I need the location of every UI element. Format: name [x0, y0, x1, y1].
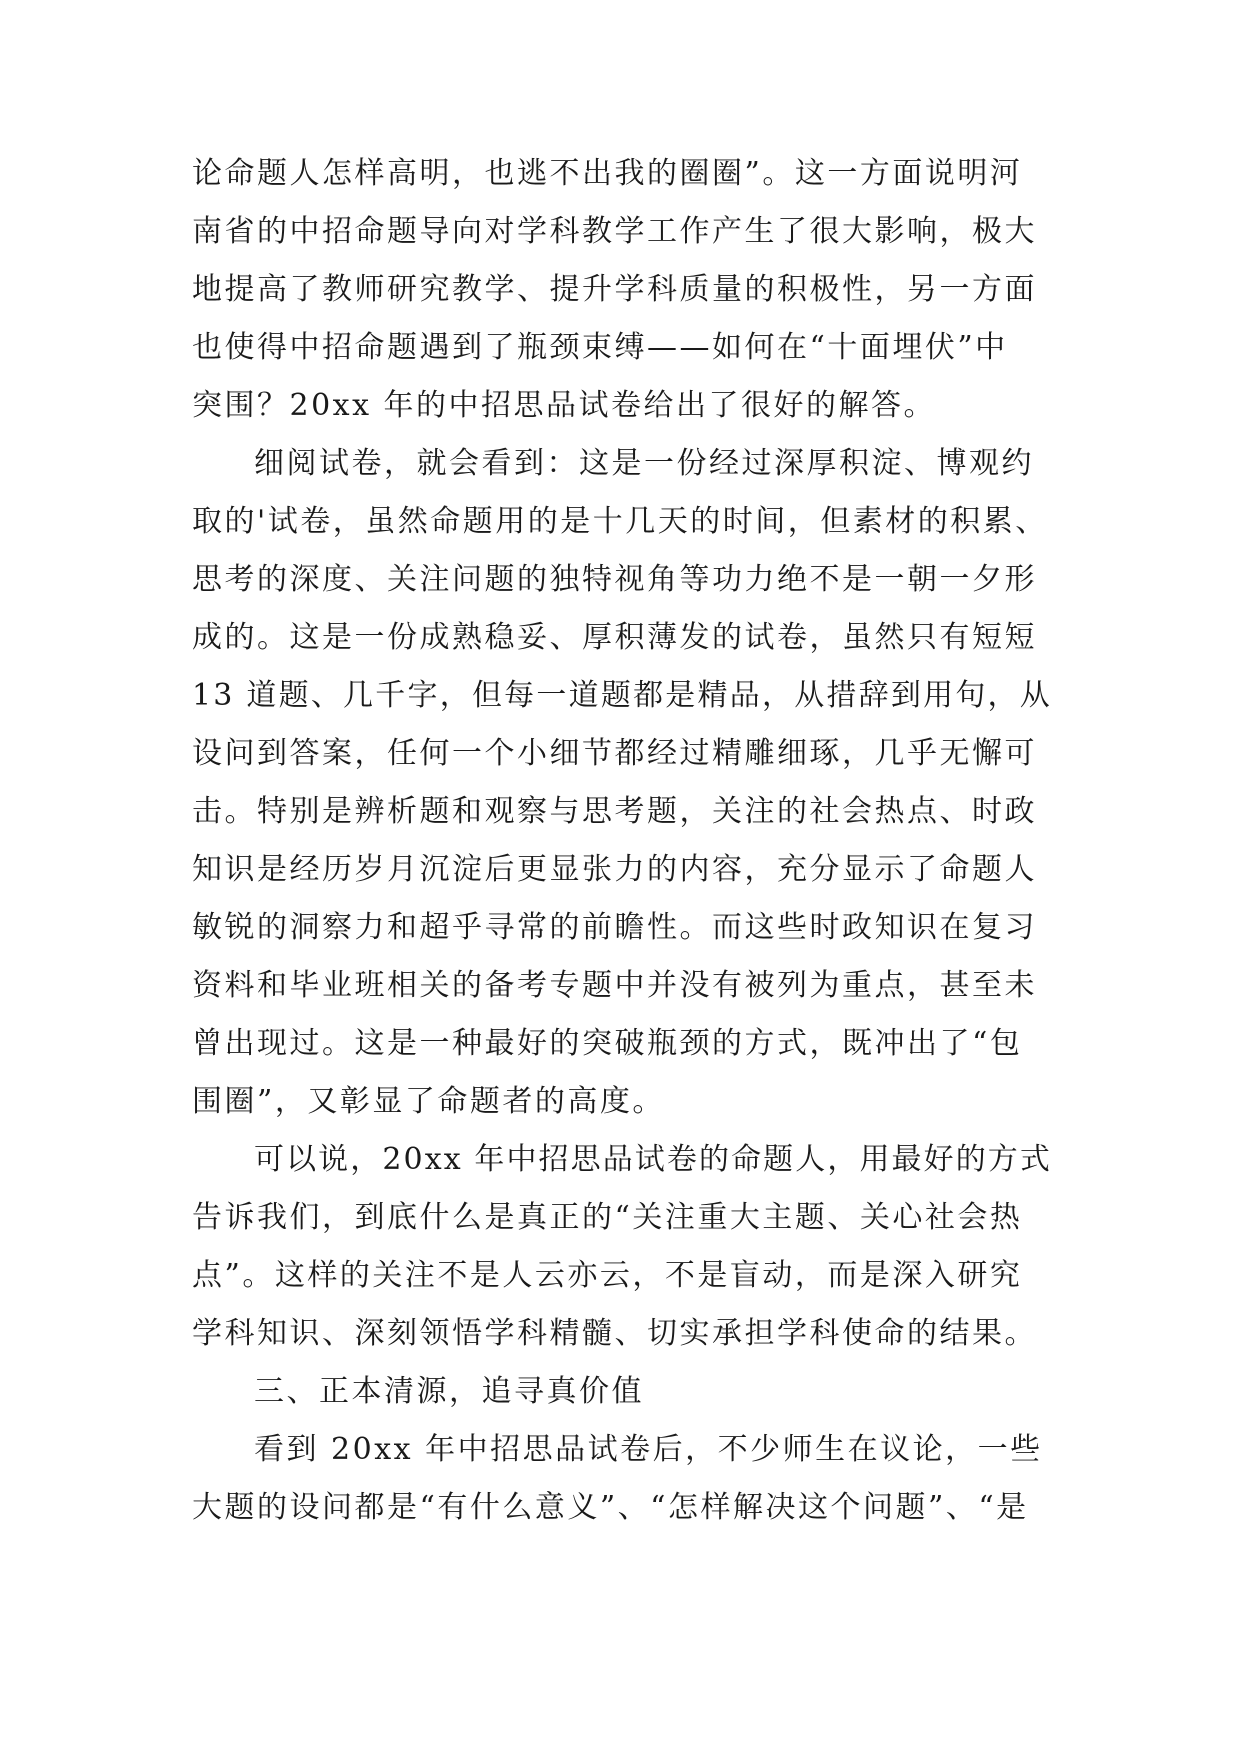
body-text — [192, 145, 1052, 1537]
text-line: 突围？20xx 年的中招思品试卷给出了很好的解答。 — [192, 388, 937, 423]
text-line: 点”。这样的关注不是人云亦云，不是盲动，而是深入研究 — [192, 1258, 1023, 1293]
text-line: 南省的中招命题导向对学科教学工作产生了很大影响，极大 — [192, 214, 1037, 249]
text-line: 告诉我们，到底什么是真正的“关注重大主题、关心社会热 — [192, 1200, 1023, 1235]
text-line: 大题的设问都是“有什么意义”、“怎样解决这个问题”、“是 — [192, 1490, 1029, 1525]
text-line: 成的。这是一份成熟稳妥、厚积薄发的试卷，虽然只有短短 — [192, 620, 1037, 655]
text-line: 围圈”，又彰显了命题者的高度。 — [192, 1084, 665, 1119]
text-line: 看到 20xx 年中招思品试卷后，不少师生在议论，一些 — [254, 1432, 1043, 1467]
text-line: 也使得中招命题遇到了瓶颈束缚——如何在“十面埋伏”中 — [192, 330, 1008, 365]
text-line: 取的'试卷，虽然命题用的是十几天的时间，但素材的积累、 — [192, 504, 1048, 539]
text-line: 思考的深度、关注问题的独特视角等功力绝不是一朝一夕形 — [192, 562, 1037, 597]
text-line: 敏锐的洞察力和超乎寻常的前瞻性。而这些时政知识在复习 — [192, 910, 1037, 945]
text-line: 资料和毕业班相关的备考专题中并没有被列为重点，甚至未 — [192, 968, 1037, 1003]
text-line: 三、正本清源，追寻真价值 — [254, 1374, 644, 1409]
text-line: 曾出现过。这是一种最好的突破瓶颈的方式，既冲出了“包 — [192, 1026, 1023, 1061]
text-line: 设问到答案，任何一个小细节都经过精雕细琢，几乎无懈可 — [192, 736, 1037, 771]
text-line: 击。特别是辨析题和观察与思考题，关注的社会热点、时政 — [192, 794, 1037, 829]
text-line: 知识是经历岁月沉淀后更显张力的内容，充分显示了命题人 — [192, 852, 1037, 887]
text-line: 学科知识、深刻领悟学科精髓、切实承担学科使命的结果。 — [192, 1316, 1037, 1351]
text-line: 13 道题、几千字，但每一道题都是精品，从措辞到用句，从 — [192, 678, 1052, 713]
text-line: 论命题人怎样高明，也逃不出我的圈圈”。这一方面说明河 — [192, 156, 1023, 191]
text-line: 细阅试卷，就会看到：这是一份经过深厚积淀、博观约 — [254, 446, 1034, 481]
text-line: 地提高了教师研究教学、提升学科质量的积极性，另一方面 — [192, 272, 1037, 307]
text-line: 可以说，20xx 年中招思品试卷的命题人，用最好的方式 — [254, 1142, 1052, 1177]
